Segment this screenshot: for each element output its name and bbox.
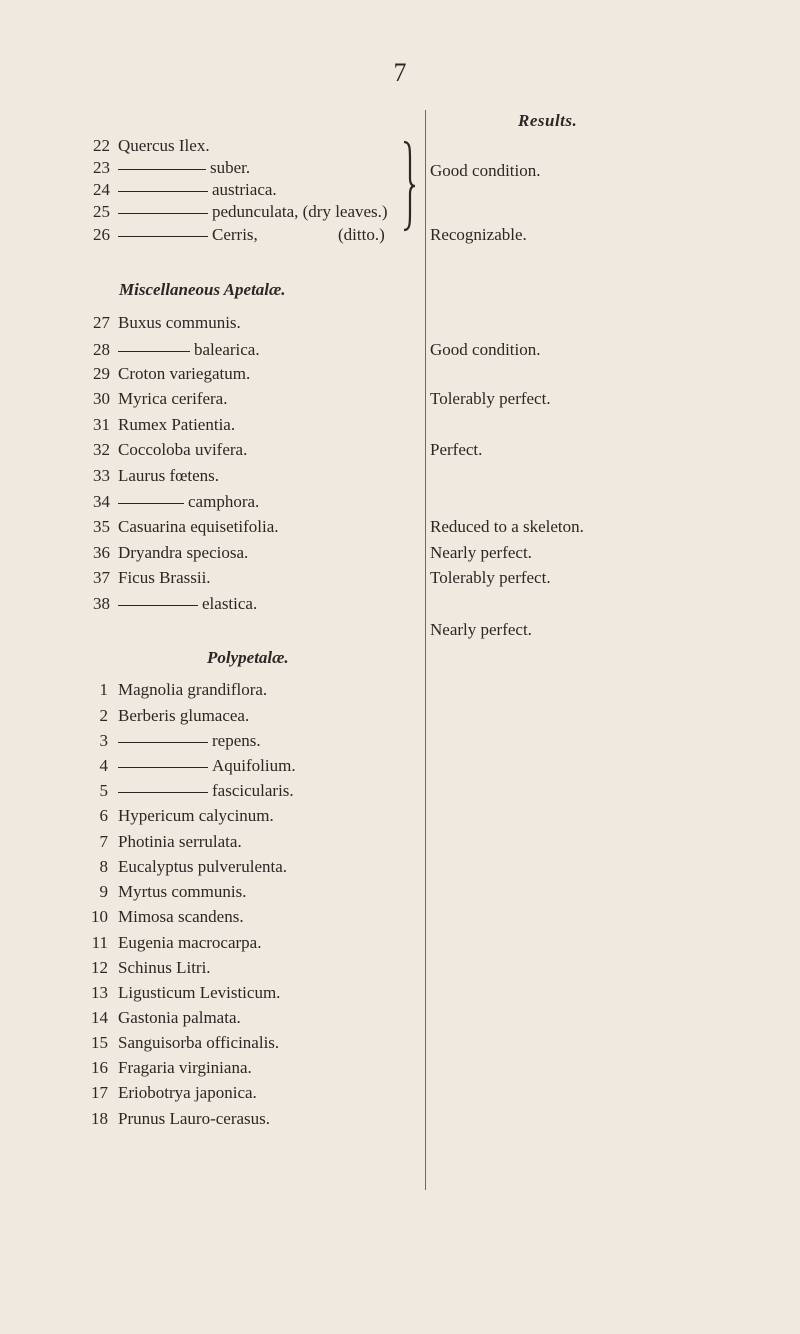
result-text: Perfect. [430, 440, 483, 459]
species-name: Quercus Ilex. [118, 136, 210, 155]
species-name: Eucalyptus pulverulenta. [118, 857, 288, 876]
ditto-dash [118, 351, 190, 352]
species-name: Ficus Brassii. [118, 568, 211, 587]
section-heading: Miscellaneous Apetalæ. [119, 280, 286, 299]
result-text: Tolerably perfect. [430, 389, 551, 408]
entry-number: 26 [93, 225, 110, 244]
entry-number: 1 [99, 680, 108, 699]
entry-number: 11 [91, 933, 108, 952]
entry-number: 15 [91, 1033, 108, 1052]
entry-number: 36 [93, 543, 110, 562]
entry-number: 28 [93, 340, 110, 359]
ditto-dash [118, 767, 208, 768]
species-name: Sanguisorba officinalis. [118, 1033, 280, 1052]
result-text: Nearly perfect. [430, 543, 532, 562]
species-name: Eriobotrya japonica. [118, 1083, 257, 1102]
ditto-dash [118, 605, 198, 606]
ditto-dash [118, 503, 184, 504]
species-name: Croton variegatum. [118, 364, 251, 383]
entry-number: 33 [93, 466, 110, 485]
species-name: balearica. [194, 340, 260, 359]
species-name: pedunculata, (dry leaves.) [212, 202, 388, 221]
species-name: Rumex Patientia. [118, 415, 236, 434]
result-text: Recognizable. [430, 225, 527, 244]
species-name: Myrtus communis. [118, 882, 247, 901]
species-name: Ligusticum Levisticum. [118, 983, 281, 1002]
bracket-brace [402, 140, 416, 232]
entry-number: 16 [91, 1058, 108, 1077]
species-name: suber. [210, 158, 251, 177]
entry-number: 4 [99, 756, 108, 775]
entry-number: 6 [99, 806, 108, 825]
species-name: Gastonia palmata. [118, 1008, 241, 1027]
species-name: Laurus fœtens. [118, 466, 220, 485]
entry-number: 25 [93, 202, 110, 221]
species-name: elastica. [202, 594, 258, 613]
species-name: Casuarina equisetifolia. [118, 517, 279, 536]
entry-number: 8 [99, 857, 108, 876]
entry-number: 10 [91, 907, 108, 926]
entry-number: 37 [93, 568, 110, 587]
result-text: Reduced to a skeleton. [430, 517, 584, 536]
entry-number: 9 [99, 882, 108, 901]
species-name: Buxus communis. [118, 313, 241, 332]
entry-number: 32 [93, 440, 110, 459]
species-name: repens. [212, 731, 261, 750]
section-heading: Polypetalæ. [207, 648, 289, 667]
entry-number: 29 [93, 364, 110, 383]
entry-number: 13 [91, 983, 108, 1002]
ditto-dash [118, 742, 208, 743]
ditto-dash [118, 169, 206, 170]
species-name: Myrica cerifera. [118, 389, 228, 408]
entry-number: 34 [93, 492, 110, 511]
species-name: Prunus Lauro-cerasus. [118, 1109, 271, 1128]
ditto-dash [118, 236, 208, 237]
species-name: Aquifolium. [212, 756, 296, 775]
entry-number: 7 [99, 832, 108, 851]
species-name: camphora. [188, 492, 260, 511]
result-text: Good condition. [430, 161, 541, 180]
ditto-dash [118, 792, 208, 793]
species-name: austriaca. [212, 180, 277, 199]
species-name: Cerris, [212, 225, 258, 244]
entry-number: 30 [93, 389, 110, 408]
entry-number: 27 [93, 313, 110, 332]
result-text: Good condition. [430, 340, 541, 359]
species-name: fascicularis. [212, 781, 294, 800]
result-text: Nearly perfect. [430, 620, 532, 639]
entry-number: 31 [93, 415, 110, 434]
ditto-dash [118, 213, 208, 214]
species-name: Photinia serrulata. [118, 832, 242, 851]
entry-number: 22 [93, 136, 110, 155]
entry-number: 24 [93, 180, 110, 199]
species-name: Coccoloba uvifera. [118, 440, 248, 459]
entry-number: 2 [99, 706, 108, 725]
entry-number: 5 [99, 781, 108, 800]
entry-number: 14 [91, 1008, 108, 1027]
species-name: Magnolia grandiflora. [118, 680, 268, 699]
species-name: Mimosa scandens. [118, 907, 244, 926]
results-heading: Results. [518, 111, 578, 130]
species-name: Berberis glumacea. [118, 706, 250, 725]
entry-number: 18 [91, 1109, 108, 1128]
entry-number: 35 [93, 517, 110, 536]
species-name: Eugenia macrocarpa. [118, 933, 262, 952]
entry-number: 3 [99, 731, 108, 750]
result-text: Tolerably perfect. [430, 568, 551, 587]
species-name: Dryandra speciosa. [118, 543, 249, 562]
ditto-dash [118, 191, 208, 192]
column-divider [425, 110, 426, 1190]
species-name: Hypericum calycinum. [118, 806, 274, 825]
entry-number: 17 [91, 1083, 108, 1102]
entry-number: 12 [91, 958, 108, 977]
species-name: Fragaria virginiana. [118, 1058, 252, 1077]
entry-number: 23 [93, 158, 110, 177]
species-name: Schinus Litri. [118, 958, 211, 977]
page-number: 7 [393, 58, 407, 87]
ditto-note: (ditto.) [338, 225, 385, 244]
entry-number: 38 [93, 594, 110, 613]
